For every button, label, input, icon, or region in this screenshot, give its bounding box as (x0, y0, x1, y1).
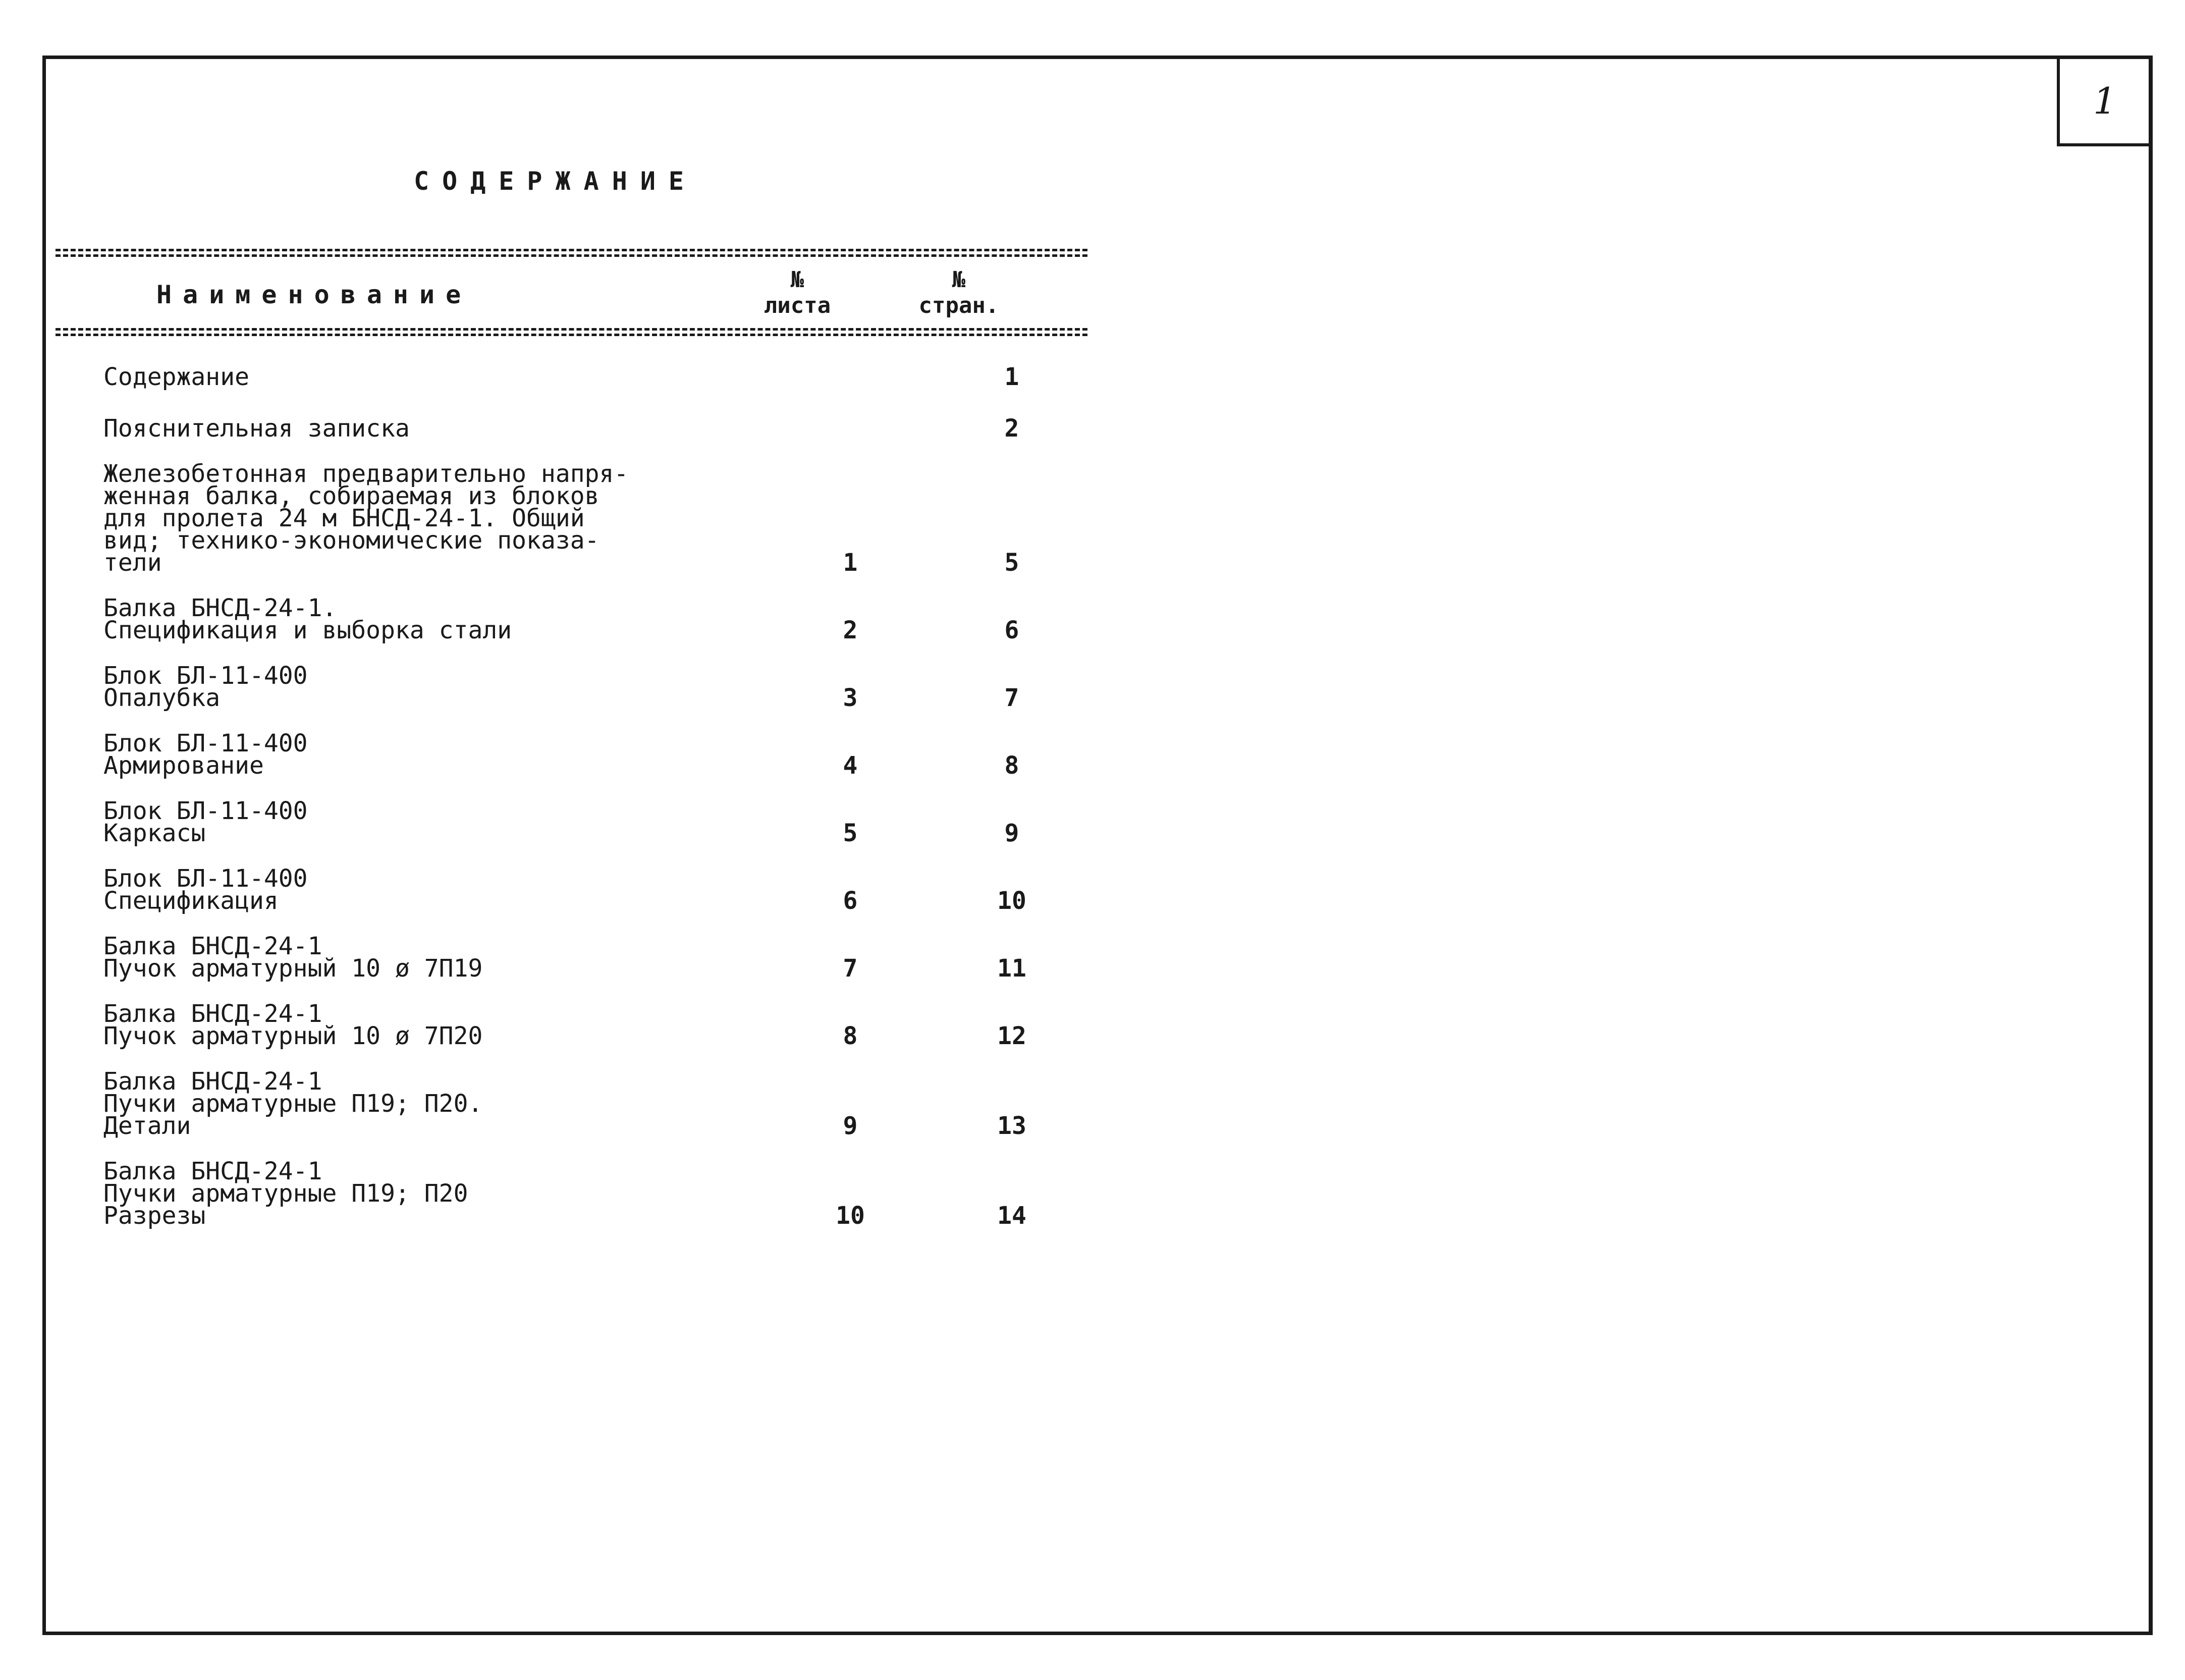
entry-name: Балка БНСД-24-1 Пучки арматурные П19; П20 Разрезы (103, 1157, 468, 1230)
contents-row (103, 1000, 1062, 1050)
entry-name: Балка БНСД-24-1 Пучок арматурный 10 ø 7П19 (103, 932, 483, 983)
entry-page-number: 2 (1004, 414, 1019, 443)
entry-sheet-number: 3 (843, 684, 858, 712)
entry-name: Балка БНСД-24-1 Пучки арматурные П19; П20. Детали (103, 1067, 483, 1140)
entry-page-number: 7 (1004, 684, 1019, 712)
entry-page-number: 1 (1004, 363, 1019, 391)
entry-page-number: 5 (1004, 549, 1019, 577)
entry-page-number: 14 (997, 1202, 1026, 1230)
entry-sheet-number: 5 (843, 819, 858, 847)
contents-row (103, 594, 1062, 644)
entry-name: Блок БЛ-11-400 Каркасы (103, 797, 308, 847)
entry-name: Блок БЛ-11-400 Опалубка (103, 662, 308, 712)
entry-name: Блок БЛ-11-400 Спецификация (103, 864, 308, 915)
sheet-number: 1 (2093, 80, 2116, 122)
contents-row (103, 797, 1062, 847)
contents-row (103, 729, 1062, 780)
contents-row (103, 1067, 1062, 1140)
contents-row (103, 363, 1062, 391)
contents-row (103, 460, 1062, 577)
page-title: СОДЕРЖАНИЕ (414, 167, 697, 196)
column-header-page (908, 267, 1009, 318)
contents-list (103, 363, 1062, 1250)
entry-sheet-number: 8 (843, 1022, 858, 1050)
entry-sheet-number: 4 (843, 751, 858, 780)
entry-sheet-number: 10 (836, 1202, 865, 1230)
page-label: стран. (918, 292, 999, 318)
entry-page-number: 9 (1004, 819, 1019, 847)
entry-page-number: 10 (997, 887, 1026, 915)
entry-sheet-number: 9 (843, 1112, 858, 1140)
entry-sheet-number: 6 (843, 887, 858, 915)
contents-row (103, 932, 1062, 983)
contents-row (103, 414, 1062, 443)
sheet-label: листа (763, 292, 831, 318)
column-header-name: Наименование (156, 280, 472, 309)
entry-name: Балка БНСД-24-1 Пучок арматурный 10 ø 7П20 (103, 1000, 483, 1050)
table-header-rule-bottom (56, 328, 1087, 336)
page-number-mark: № (952, 267, 966, 293)
sheet-number-box (2057, 56, 2153, 146)
entry-name: Содержание (103, 363, 249, 391)
entry-page-number: 8 (1004, 751, 1019, 780)
entry-sheet-number: 2 (843, 616, 858, 644)
sheet-number-mark: № (790, 267, 804, 293)
entry-name: Блок БЛ-11-400 Армирование (103, 729, 308, 780)
column-header-sheet (747, 267, 848, 318)
entry-page-number: 13 (997, 1112, 1026, 1140)
entry-sheet-number: 7 (843, 954, 858, 983)
table-header-rule-top (56, 249, 1087, 257)
contents-row (103, 662, 1062, 712)
entry-page-number: 12 (997, 1022, 1026, 1050)
entry-name: Железобетонная предварительно напря- женная балка, собираемая из блоков для пролета 24 м БНСД-24-1. Общий вид; технико-экономические показа- тели (103, 460, 629, 577)
entry-name: Балка БНСД-24-1. Спецификация и выборка стали (103, 594, 512, 644)
contents-row (103, 864, 1062, 915)
entry-sheet-number: 1 (843, 549, 858, 577)
entry-page-number: 11 (997, 954, 1026, 983)
entry-page-number: 6 (1004, 616, 1019, 644)
contents-row (103, 1157, 1062, 1230)
entry-name: Пояснительная записка (103, 414, 410, 443)
